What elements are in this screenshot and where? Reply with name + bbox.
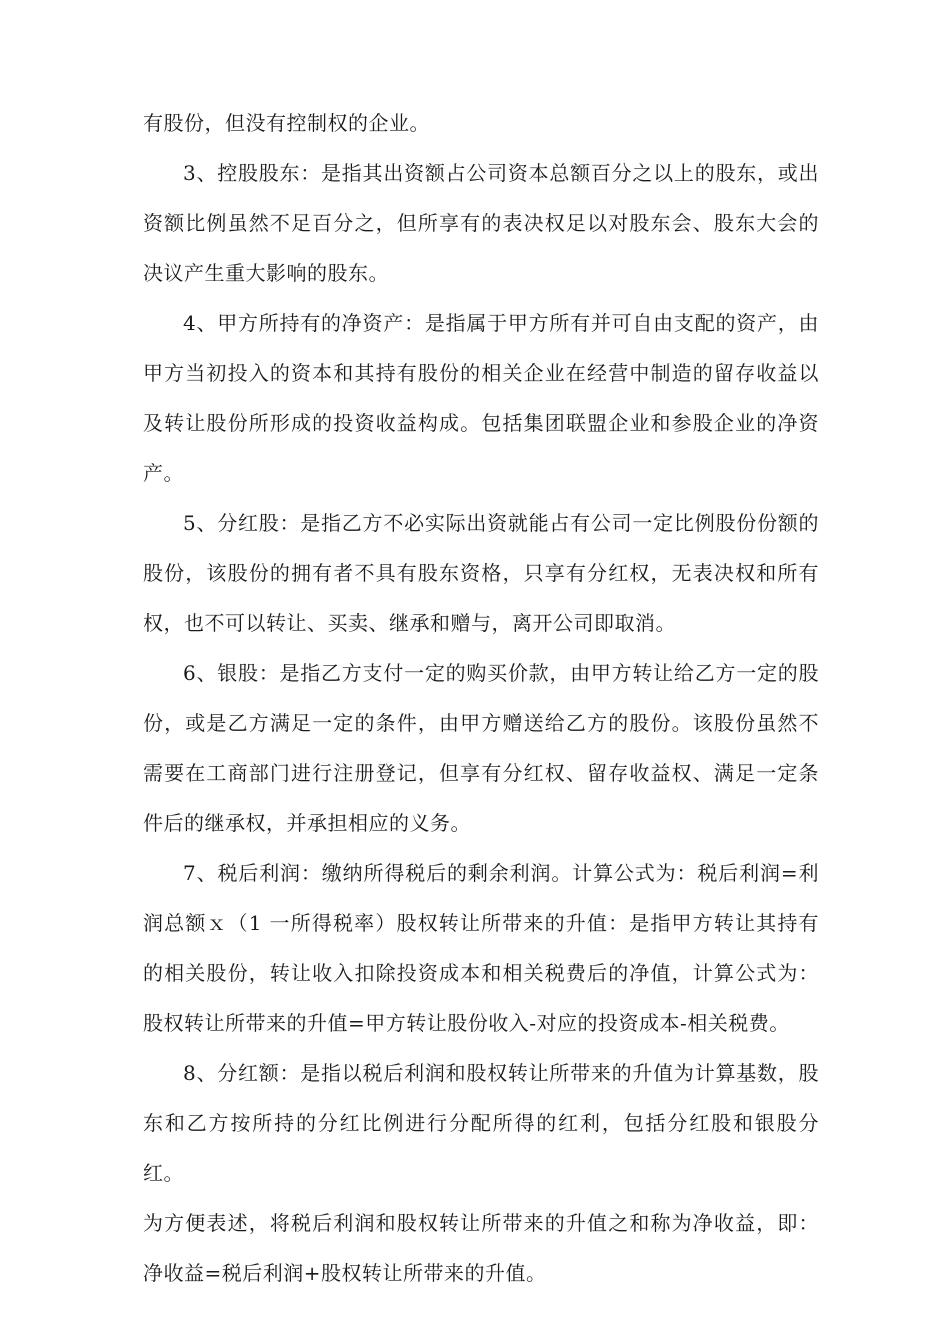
document-body <box>143 98 819 1298</box>
paragraph-net-income: 为方便表述，将税后利润和股权转让所带来的升值之和称为净收益，即：净收益=税后利润+股权转让所带来的升值。 <box>143 1211 819 1285</box>
paragraph-continuation: 有股份，但没有控制权的企业。 <box>143 111 430 135</box>
paragraph-dividend-amount: 8、分红额：是指以税后利润和股权转让所带来的升值为计算基数，股东和乙方按所持的分红比例进行分配所得的红利，包括分红股和银股分红。 <box>143 1061 819 1185</box>
paragraph-net-assets: 4、甲方所持有的净资产：是指属于甲方所有并可自由支配的资产，由甲方当初投入的资本和其持有股份的相关企业在经营中制造的留存收益以及转让股份所形成的投资收益构成。包括集团联盟企业和参股企业的净资产。 <box>143 311 819 485</box>
paragraph-silver-shares: 6、银股：是指乙方支付一定的购买价款，由甲方转让给乙方一定的股份，或是乙方满足一定的条件，由甲方赠送给乙方的股份。该股份虽然不需要在工商部门进行注册登记，但享有分红权、留存收益权、满足一定条件后的继承权，并承担相应的义务。 <box>143 661 819 835</box>
paragraph-controlling-shareholder: 3、控股股东：是指其出资额占公司资本总额百分之以上的股东，或出资额比例虽然不足百分之，但所享有的表决权足以对股东会、股东大会的决议产生重大影响的股东。 <box>143 161 819 285</box>
paragraph-after-tax-profit: 7、税后利润：缴纳所得税后的剩余利润。计算公式为：税后利润=利润总额ｘ（1 一所得税率）股权转让所带来的升值：是指甲方转让其持有的相关股份，转让收入扣除投资成本和相关税费后的净值，计算公式为：股权转让所带来的升值=甲方转让股份收入-对应的投资成本-相关税费。 <box>143 861 819 1035</box>
paragraph-dividend-shares: 5、分红股：是指乙方不必实际出资就能占有公司一定比例股份份额的股份，该股份的拥有者不具有股东资格，只享有分红权，无表决权和所有权，也不可以转让、买卖、继承和赠与，离开公司即取消。 <box>143 511 819 635</box>
